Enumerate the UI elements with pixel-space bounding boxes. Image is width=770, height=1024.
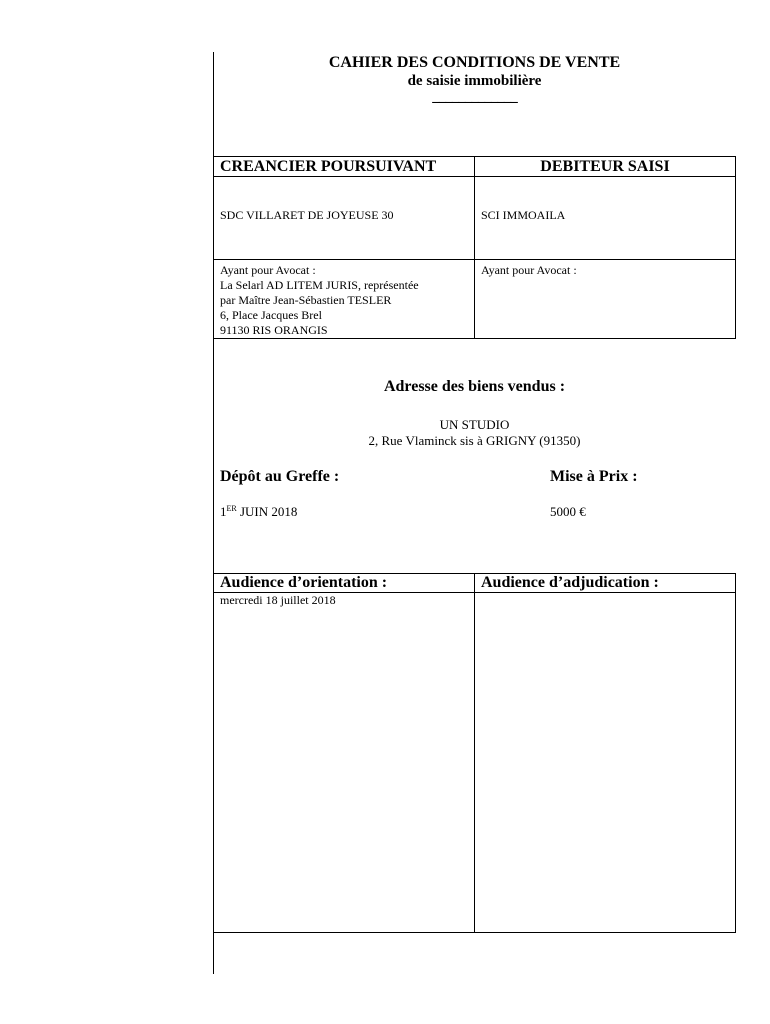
creditor-header: CREANCIER POURSUIVANT bbox=[214, 157, 475, 177]
price-value: 5000 € bbox=[550, 504, 586, 519]
creditor-lawyer-line: par Maître Jean-Sébastien TESLER bbox=[220, 293, 392, 307]
title-underline: _____________ bbox=[432, 89, 517, 105]
hearings-table bbox=[213, 573, 736, 933]
creditor-lawyer bbox=[214, 260, 475, 339]
property-address-title: Adresse des biens vendus : bbox=[383, 378, 566, 395]
orientation-hearing-date: mercredi 18 juillet 2018 bbox=[214, 593, 475, 933]
creditor-lawyer-line: La Selarl AD LITEM JURIS, représentée bbox=[220, 278, 419, 292]
deposit-date bbox=[220, 504, 297, 520]
creditor-name: SDC VILLARET DE JOYEUSE 30 bbox=[214, 177, 475, 260]
debtor-name: SCI IMMOAILA bbox=[475, 177, 736, 260]
property-address: 2, Rue Vlaminck sis à GRIGNY (91350) bbox=[368, 433, 581, 448]
adjudication-hearing-label: Audience d’adjudication : bbox=[475, 574, 736, 593]
creditor-lawyer-line: 6, Place Jacques Brel bbox=[220, 308, 322, 322]
property-type: UN STUDIO bbox=[439, 417, 510, 432]
parties-table bbox=[213, 156, 736, 339]
price-label: Mise à Prix : bbox=[550, 468, 638, 485]
deposit-day: 1 bbox=[220, 504, 227, 519]
creditor-lawyer-line: 91130 RIS ORANGIS bbox=[220, 323, 328, 337]
deposit-label: Dépôt au Greffe : bbox=[220, 468, 340, 485]
document-subtitle: de saisie immobilière bbox=[407, 73, 542, 89]
adjudication-hearing-date bbox=[475, 593, 736, 933]
deposit-day-suffix: ER bbox=[226, 504, 237, 513]
debtor-lawyer: Ayant pour Avocat : bbox=[475, 260, 736, 339]
creditor-lawyer-line: Ayant pour Avocat : bbox=[220, 263, 316, 277]
orientation-hearing-label: Audience d’orientation : bbox=[214, 574, 475, 593]
deposit-date-rest: JUIN 2018 bbox=[236, 504, 298, 519]
debtor-header: DEBITEUR SAISI bbox=[475, 157, 736, 177]
document-title: CAHIER DES CONDITIONS DE VENTE bbox=[328, 54, 621, 71]
